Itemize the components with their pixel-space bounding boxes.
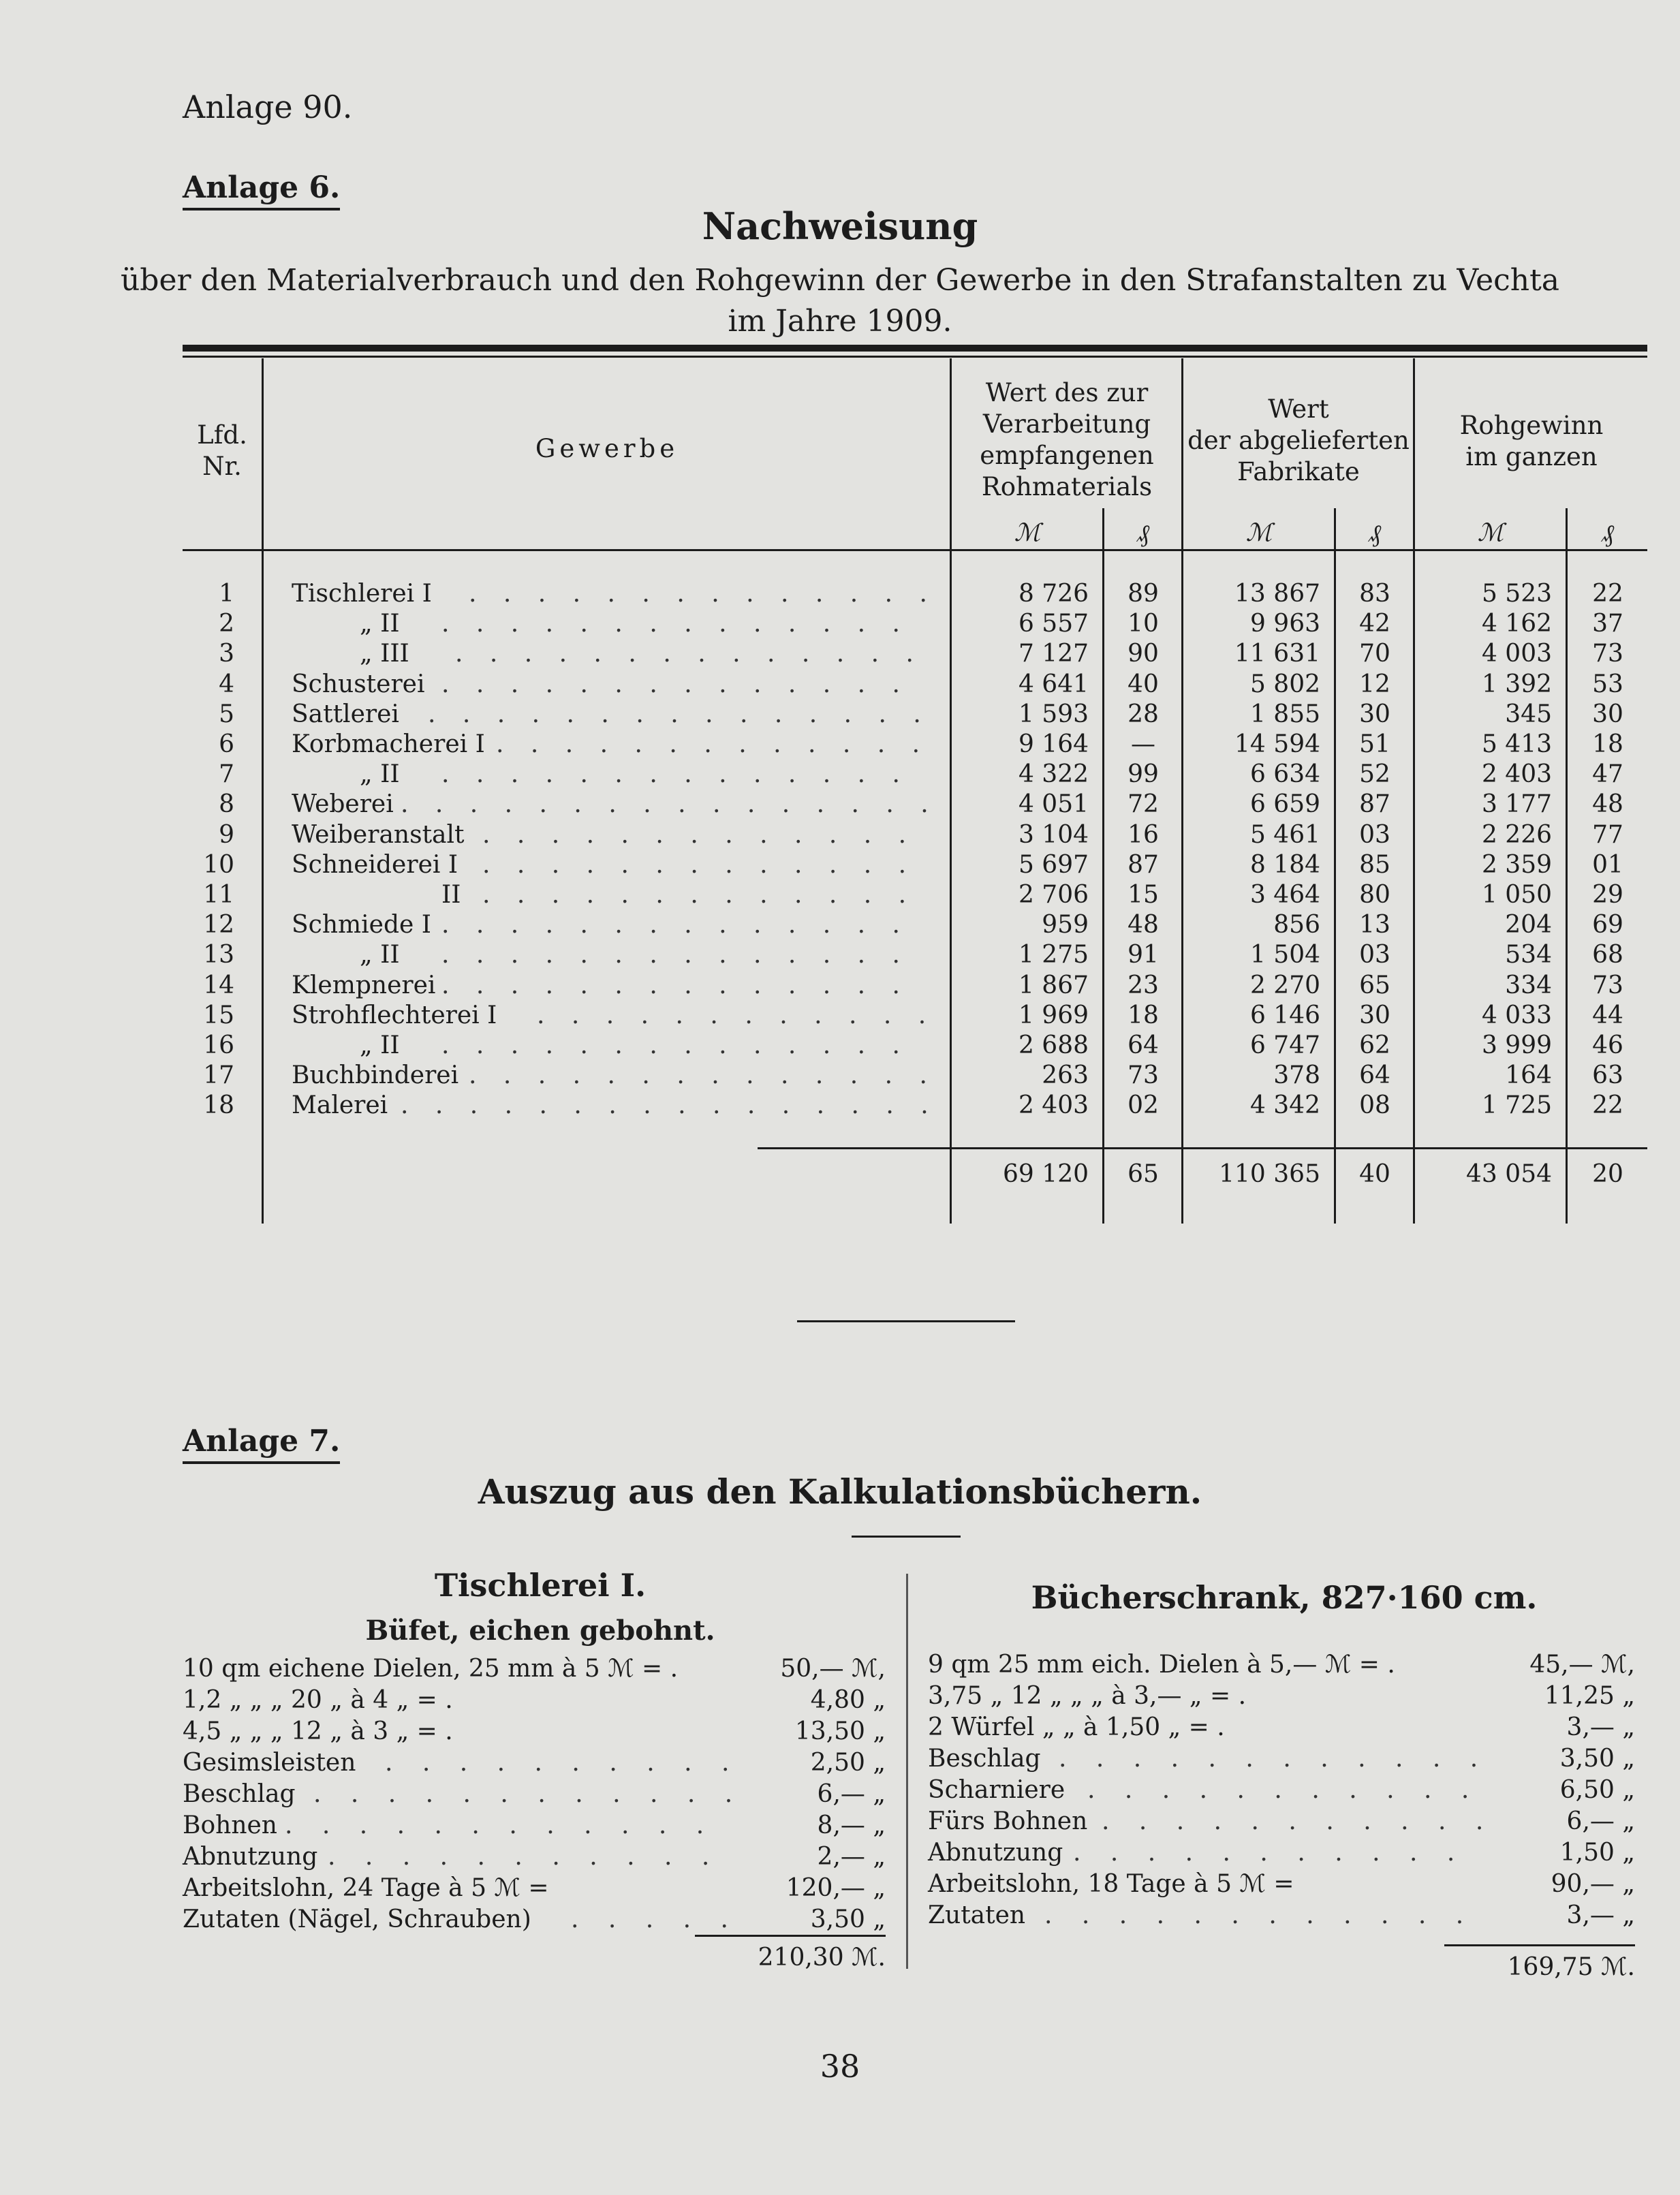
- row-roh-pf: 15: [1127, 881, 1159, 909]
- row-gew-mark: 1 392: [1481, 670, 1552, 698]
- anlage-90-label: Anlage 90.: [183, 89, 353, 125]
- row-fab-mark: 1 504: [1249, 941, 1320, 969]
- row-gew-mark: 4 003: [1481, 640, 1552, 668]
- col-divider-roh: [1181, 358, 1183, 1224]
- leader-dots: . . . . . . . . . . . . .: [482, 881, 916, 909]
- row-gewerbe: Strohflechterei I: [292, 1001, 497, 1029]
- row-roh-mark: 2 688: [1018, 1031, 1089, 1059]
- header-rohgewinn-line2: im ganzen: [1465, 442, 1598, 471]
- page-number: 38: [820, 2048, 860, 2085]
- row-fab-mark: 2 270: [1249, 971, 1320, 999]
- row-gewerbe: Klempnerei: [292, 971, 436, 999]
- row-fab-pf: 70: [1359, 640, 1390, 668]
- calc-line-value: 90,— „: [1551, 1870, 1635, 1898]
- row-fab-mark: 6 659: [1249, 790, 1320, 818]
- header-rohgewinn-line1: Rohgewinn: [1459, 411, 1604, 440]
- nachweisung-title: Nachweisung: [702, 204, 978, 248]
- row-number: 10: [203, 851, 234, 879]
- row-fab-mark: 11 631: [1234, 640, 1320, 668]
- row-fab-mark: 14 594: [1234, 730, 1320, 758]
- leader-dots: . . . . . . . . . . . . . .: [469, 1061, 937, 1089]
- row-number: 15: [203, 1001, 234, 1029]
- leader-dots: . . . . . . . . . . . . . .: [441, 670, 909, 698]
- leader-dots: . . . . . . . . . . . . .: [482, 851, 916, 879]
- leader-dots: . . . . . . . . . . . . . . .: [428, 700, 931, 728]
- calc-line-value: 1,50 „: [1559, 1839, 1635, 1867]
- column-divider: [906, 1574, 908, 1969]
- row-fab-pf: 87: [1359, 790, 1390, 818]
- header-wert-roh-line3: empfangenen: [980, 441, 1154, 470]
- row-gew-pf: 22: [1592, 1091, 1623, 1119]
- row-fab-pf: 65: [1359, 971, 1390, 999]
- row-fab-mark: 5 461: [1249, 821, 1320, 849]
- row-number: 11: [203, 881, 234, 909]
- header-wert-fab-line1: Wert: [1268, 394, 1329, 424]
- header-lfd-nr: [183, 420, 262, 482]
- calc-line-value: 3,— „: [1566, 1901, 1635, 1929]
- row-roh-pf: 40: [1127, 670, 1159, 698]
- row-fab-mark: 6 634: [1249, 760, 1320, 788]
- auszug-title: Auszug aus den Kalkulationsbüchern.: [478, 1472, 1202, 1512]
- calc-line-value: 2,— „: [817, 1843, 886, 1871]
- row-roh-mark: 959: [1042, 911, 1089, 939]
- calc-line-value: 3,50 „: [1559, 1745, 1635, 1773]
- row-gew-pf: 68: [1592, 941, 1623, 969]
- unit-fab-mark: ℳ: [1245, 519, 1273, 547]
- calc-line-text: Beschlag: [928, 1745, 1041, 1773]
- calc-line-value: 2,50 „: [810, 1749, 886, 1777]
- calc-line-value: 11,25 „: [1544, 1682, 1635, 1710]
- leader-dots: . . . . . . . . . . . . . .: [441, 1031, 909, 1059]
- row-gew-mark: 534: [1505, 941, 1552, 969]
- leader-dots: . . . . .: [571, 1905, 739, 1933]
- row-number: 2: [219, 610, 234, 638]
- unit-roh-mark: ℳ: [1014, 519, 1041, 547]
- row-number: 18: [203, 1091, 234, 1119]
- table-top-thin-rule: [183, 356, 1647, 358]
- row-roh-mark: 2 706: [1018, 881, 1089, 909]
- unit-fab-pf: ₰: [1369, 520, 1381, 548]
- row-fab-mark: 856: [1273, 911, 1320, 939]
- row-roh-pf: 90: [1127, 640, 1159, 668]
- nachweisung-subtitle-1: über den Materialverbrauch und den Rohgewinn der Gewerbe in den Strafanstalten zu Vechta: [120, 263, 1560, 298]
- calc-line-text: 3,75 „ 12 „ „ „ à 3,— „ = .: [928, 1682, 1247, 1710]
- row-roh-mark: 5 697: [1018, 851, 1089, 879]
- calc-line-text: Beschlag: [183, 1780, 296, 1808]
- total-roh-pf: 65: [1127, 1160, 1159, 1188]
- row-roh-mark: 6 557: [1018, 610, 1089, 638]
- anlage-7-label: Anlage 7.: [183, 1424, 340, 1464]
- row-fab-pf: 08: [1359, 1091, 1390, 1119]
- row-gew-mark: 334: [1505, 971, 1552, 999]
- col-divider-nr: [262, 358, 264, 1224]
- row-number: 16: [203, 1031, 234, 1059]
- row-gew-mark: 5 523: [1481, 580, 1552, 608]
- row-gew-pf: 46: [1592, 1031, 1623, 1059]
- header-wert-rohmaterial: [952, 377, 1181, 503]
- row-roh-pf: —: [1131, 730, 1155, 758]
- row-roh-pf: 89: [1127, 580, 1159, 608]
- table-top-rule: [183, 345, 1647, 352]
- row-gewerbe: Korbmacherei I: [292, 730, 485, 758]
- header-rohgewinn: [1416, 410, 1647, 473]
- calc-line-text: 4,5 „ „ „ 12 „ à 3 „ = .: [183, 1717, 453, 1745]
- row-gewerbe: „ II: [360, 941, 400, 969]
- row-number: 4: [219, 670, 234, 698]
- row-fab-mark: 6 747: [1249, 1031, 1320, 1059]
- row-gew-pf: 73: [1592, 640, 1623, 668]
- row-roh-mark: 3 104: [1018, 821, 1089, 849]
- total-roh-mark: 69 120: [1003, 1160, 1089, 1188]
- leader-dots: . . . . . . . . . . .: [1073, 1839, 1466, 1867]
- leader-dots: . . . . . . . . . . . .: [285, 1811, 715, 1839]
- leader-dots: . . . . . . . . . . . . . .: [441, 911, 909, 939]
- unit-gew-mark: ℳ: [1477, 519, 1504, 547]
- buecherschrank-heading: Bücherschrank, 827·160 cm.: [1031, 1579, 1538, 1616]
- row-gewerbe: Buchbinderei: [292, 1061, 459, 1089]
- calc-line-text: Arbeitslohn, 18 Tage à 5 ℳ =: [928, 1870, 1294, 1898]
- row-roh-pf: 87: [1127, 851, 1159, 879]
- row-gewerbe: „ II: [360, 1031, 400, 1059]
- row-gew-mark: 2 359: [1481, 851, 1552, 879]
- calc-line-value: 45,— ℳ,: [1529, 1651, 1635, 1679]
- row-gew-pf: 29: [1592, 881, 1623, 909]
- row-gewerbe: „ II: [360, 760, 400, 788]
- tischlerei-heading: Tischlerei I.: [434, 1567, 647, 1604]
- calc-line-text: Fürs Bohnen: [928, 1807, 1088, 1835]
- row-gew-mark: 204: [1505, 911, 1552, 939]
- row-fab-pf: 03: [1359, 941, 1390, 969]
- row-number: 3: [219, 640, 234, 668]
- col-divider-roh-pf: [1102, 508, 1104, 1224]
- row-fab-pf: 52: [1359, 760, 1390, 788]
- calc-line-text: Gesimsleisten: [183, 1749, 356, 1777]
- row-gewerbe: „ III: [360, 640, 409, 668]
- row-fab-mark: 1 855: [1249, 700, 1320, 728]
- row-gewerbe: Sattlerei: [292, 700, 399, 728]
- row-gewerbe: Malerei: [292, 1091, 388, 1119]
- calc-line-value: 8,— „: [817, 1811, 886, 1839]
- row-fab-pf: 51: [1359, 730, 1390, 758]
- row-gew-pf: 63: [1592, 1061, 1623, 1089]
- row-roh-mark: 2 403: [1018, 1091, 1089, 1119]
- leader-dots: . . . . . . . . . . . .: [1059, 1745, 1489, 1773]
- header-wert-fab-line3: Fabrikate: [1237, 457, 1360, 486]
- row-roh-pf: 23: [1127, 971, 1159, 999]
- calc-total: 169,75 ℳ.: [1507, 1953, 1635, 1981]
- header-lfd: Lfd.: [197, 420, 247, 450]
- header-wert-roh-line1: Wert des zur: [985, 378, 1149, 407]
- leader-dots: . . . . . . . . . . . . . .: [441, 610, 909, 638]
- row-roh-pf: 16: [1127, 821, 1159, 849]
- row-gewerbe: Weiberanstalt: [292, 821, 465, 849]
- row-gew-mark: 345: [1505, 700, 1552, 728]
- row-fab-pf: 62: [1359, 1031, 1390, 1059]
- calc-line-value: 13,50 „: [794, 1717, 886, 1745]
- row-gew-pf: 48: [1592, 790, 1623, 818]
- leader-dots: . . . . . . . . . . . . .: [482, 821, 916, 849]
- row-fab-mark: 378: [1273, 1061, 1320, 1089]
- header-wert-fabrikate: [1184, 394, 1413, 488]
- calc-line-value: 4,80 „: [810, 1686, 886, 1714]
- row-gew-mark: 4 033: [1481, 1001, 1552, 1029]
- calc-line-text: Scharniere: [928, 1776, 1065, 1804]
- row-number: 5: [219, 700, 234, 728]
- header-nr: Nr.: [202, 452, 242, 481]
- leader-dots: . . . . . . . . . . . . . . . .: [401, 1091, 938, 1119]
- row-gew-mark: 164: [1505, 1061, 1552, 1089]
- col-divider-gew-pf: [1566, 508, 1568, 1224]
- row-gewerbe: Tischlerei I: [292, 580, 432, 608]
- row-fab-mark: 8 184: [1249, 851, 1320, 879]
- unit-gew-pf: ₰: [1602, 520, 1614, 548]
- unit-roh-pf: ₰: [1137, 520, 1149, 548]
- calc-line-value: 50,— ℳ,: [780, 1655, 886, 1683]
- col-divider-fab: [1413, 358, 1415, 1224]
- row-roh-pf: 10: [1127, 610, 1159, 638]
- row-fab-mark: 9 963: [1249, 610, 1320, 638]
- row-roh-mark: 4 051: [1018, 790, 1089, 818]
- header-bottom-rule: [183, 549, 1647, 551]
- row-fab-mark: 3 464: [1249, 881, 1320, 909]
- row-fab-pf: 03: [1359, 821, 1390, 849]
- row-gewerbe: Weberei: [292, 790, 394, 818]
- row-gew-pf: 37: [1592, 610, 1623, 638]
- row-gew-pf: 01: [1592, 851, 1623, 879]
- row-gew-mark: 5 413: [1481, 730, 1552, 758]
- calc-line-text: Abnutzung: [928, 1839, 1063, 1867]
- col-divider-gewerbe: [950, 358, 952, 1224]
- row-fab-pf: 80: [1359, 881, 1390, 909]
- sum-rule: [758, 1147, 1647, 1149]
- calc-line-value: 6,— „: [817, 1780, 886, 1808]
- row-number: 1: [219, 580, 234, 608]
- calc-line-value: 6,— „: [1566, 1807, 1635, 1835]
- row-gew-pf: 18: [1592, 730, 1623, 758]
- leader-dots: . . . . . . . . . . . .: [537, 1001, 936, 1029]
- header-wert-roh-line4: Rohmaterials: [981, 472, 1153, 501]
- row-gew-mark: 1 725: [1481, 1091, 1552, 1119]
- calc-line-value: 3,— „: [1566, 1713, 1635, 1741]
- row-gew-mark: 2 226: [1481, 821, 1552, 849]
- row-roh-mark: 4 322: [1018, 760, 1089, 788]
- row-number: 14: [203, 971, 234, 999]
- leader-dots: . . . . . . . . . . . . .: [496, 730, 930, 758]
- row-gew-pf: 30: [1592, 700, 1623, 728]
- total-gew-mark: 43 054: [1466, 1160, 1552, 1188]
- row-fab-pf: 42: [1359, 610, 1390, 638]
- calc-line-text: Abnutzung: [183, 1843, 318, 1871]
- row-roh-pf: 28: [1127, 700, 1159, 728]
- row-roh-mark: 8 726: [1018, 580, 1089, 608]
- calc-line-value: 6,50 „: [1559, 1776, 1635, 1804]
- leader-dots: . . . . . . . . . . . . . .: [455, 640, 923, 668]
- row-fab-pf: 12: [1359, 670, 1390, 698]
- total-gew-pf: 20: [1592, 1160, 1623, 1188]
- row-fab-pf: 30: [1359, 1001, 1390, 1029]
- row-gew-mark: 2 403: [1481, 760, 1552, 788]
- leader-dots: . . . . . . . . . . . .: [313, 1780, 744, 1808]
- row-roh-pf: 99: [1127, 760, 1159, 788]
- row-roh-pf: 73: [1127, 1061, 1159, 1089]
- row-roh-mark: 1 275: [1018, 941, 1089, 969]
- col-divider-fab-pf: [1334, 508, 1336, 1224]
- header-gewerbe: Gewerbe: [535, 434, 679, 463]
- row-fab-mark: 5 802: [1249, 670, 1320, 698]
- row-roh-mark: 4 641: [1018, 670, 1089, 698]
- row-roh-mark: 1 867: [1018, 971, 1089, 999]
- row-fab-pf: 85: [1359, 851, 1390, 879]
- row-roh-pf: 91: [1127, 941, 1159, 969]
- row-gew-pf: 73: [1592, 971, 1623, 999]
- row-gewerbe: „ II: [360, 610, 400, 638]
- leader-dots: . . . . . . . . . . . . . .: [469, 580, 937, 608]
- row-number: 8: [219, 790, 234, 818]
- header-wert-roh-line2: Verarbeitung: [982, 409, 1151, 439]
- nachweisung-subtitle-2: im Jahre 1909.: [728, 304, 952, 339]
- leader-dots: . . . . . . . . . . . .: [1044, 1901, 1475, 1929]
- row-number: 13: [203, 941, 234, 969]
- row-gewerbe: Schusterei: [292, 670, 425, 698]
- row-gew-mark: 4 162: [1481, 610, 1552, 638]
- calc-line-text: 1,2 „ „ „ 20 „ à 4 „ = .: [183, 1686, 453, 1714]
- row-number: 12: [203, 911, 234, 939]
- leader-dots: . . . . . . . . . . . . . .: [441, 971, 909, 999]
- row-gewerbe: Schmiede I: [292, 911, 431, 939]
- row-gew-pf: 69: [1592, 911, 1623, 939]
- leader-dots: . . . . . . . . . . . . . . . .: [401, 790, 938, 818]
- leader-dots: . . . . . . . . . . .: [1102, 1807, 1495, 1835]
- row-fab-pf: 83: [1359, 580, 1390, 608]
- row-number: 6: [219, 730, 234, 758]
- row-roh-pf: 72: [1127, 790, 1159, 818]
- row-number: 17: [203, 1061, 234, 1089]
- row-gew-mark: 3 999: [1481, 1031, 1552, 1059]
- row-gew-mark: 3 177: [1481, 790, 1552, 818]
- row-gew-pf: 77: [1592, 821, 1623, 849]
- calc-sum-rule: [695, 1935, 886, 1937]
- leader-dots: . . . . . . . . . .: [385, 1749, 741, 1777]
- row-number: 9: [219, 821, 234, 849]
- calc-total: 210,30 ℳ.: [758, 1944, 886, 1972]
- row-roh-pf: 64: [1127, 1031, 1159, 1059]
- row-gew-pf: 47: [1592, 760, 1623, 788]
- calc-line-text: Zutaten: [928, 1901, 1026, 1929]
- row-roh-mark: 1 969: [1018, 1001, 1089, 1029]
- header-wert-fab-line2: der abgelieferten: [1187, 426, 1410, 455]
- row-gew-pf: 44: [1592, 1001, 1623, 1029]
- row-gew-pf: 22: [1592, 580, 1623, 608]
- row-fab-pf: 30: [1359, 700, 1390, 728]
- buefet-subheading: Büfet, eichen gebohnt.: [365, 1615, 715, 1647]
- row-roh-pf: 18: [1127, 1001, 1159, 1029]
- row-fab-pf: 13: [1359, 911, 1390, 939]
- row-roh-mark: 1 593: [1018, 700, 1089, 728]
- row-fab-mark: 4 342: [1249, 1091, 1320, 1119]
- calc-line-text: 2 Würfel „ „ à 1,50 „ = .: [928, 1713, 1225, 1741]
- calc-line-text: Arbeitslohn, 24 Tage à 5 ℳ =: [183, 1874, 549, 1902]
- section-divider: [797, 1320, 1015, 1322]
- row-fab-pf: 64: [1359, 1061, 1390, 1089]
- calc-line-text: Zutaten (Nägel, Schrauben): [183, 1905, 531, 1933]
- row-roh-mark: 263: [1042, 1061, 1089, 1089]
- anlage-6-label: Anlage 6.: [183, 170, 340, 211]
- row-gew-mark: 1 050: [1481, 881, 1552, 909]
- calc-line-text: Bohnen: [183, 1811, 277, 1839]
- calc-sum-rule: [1444, 1944, 1635, 1946]
- row-roh-mark: 7 127: [1018, 640, 1089, 668]
- row-fab-mark: 13 867: [1234, 580, 1320, 608]
- row-gewerbe: Schneiderei I: [292, 851, 458, 879]
- leader-dots: . . . . . . . . . . . . . .: [441, 941, 909, 969]
- leader-dots: . . . . . . . . . . . . . .: [441, 760, 909, 788]
- leader-dots: . . . . . . . . . . .: [328, 1843, 721, 1871]
- calc-line-text: 10 qm eichene Dielen, 25 mm à 5 ℳ = .: [183, 1655, 679, 1683]
- total-fab-pf: 40: [1359, 1160, 1390, 1188]
- row-roh-mark: 9 164: [1018, 730, 1089, 758]
- calc-line-text: 9 qm 25 mm eich. Dielen à 5,— ℳ = .: [928, 1651, 1395, 1679]
- row-gewerbe: II: [441, 881, 461, 909]
- calc-line-value: 120,— „: [785, 1874, 886, 1902]
- calc-line-value: 3,50 „: [810, 1905, 886, 1933]
- row-roh-pf: 02: [1127, 1091, 1159, 1119]
- row-number: 7: [219, 760, 234, 788]
- row-fab-mark: 6 146: [1249, 1001, 1320, 1029]
- total-fab-mark: 110 365: [1219, 1160, 1320, 1188]
- row-gew-pf: 53: [1592, 670, 1623, 698]
- row-roh-pf: 48: [1127, 911, 1159, 939]
- leader-dots: . . . . . . . . . . .: [1087, 1776, 1480, 1804]
- auszug-title-rule: [852, 1536, 961, 1538]
